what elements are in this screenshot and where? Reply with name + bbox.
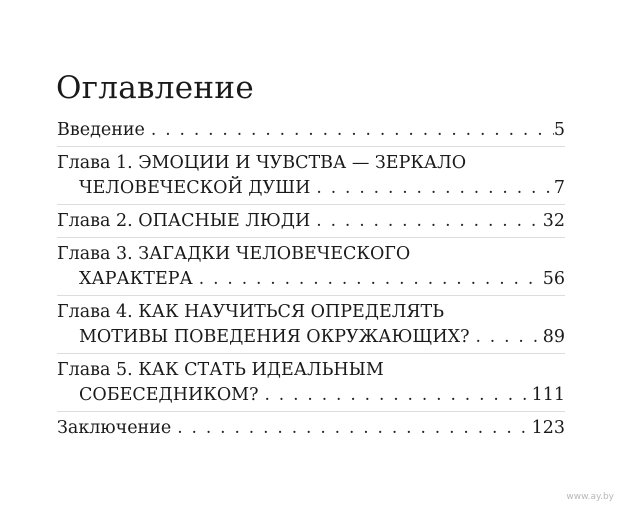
- toc-entry-chapter-2: [57, 209, 565, 234]
- dot-leader: [258, 383, 531, 408]
- dot-leader: [310, 176, 553, 201]
- toc-entry-title: Заключение: [57, 418, 172, 438]
- divider: [57, 204, 565, 205]
- page-title: Оглавление: [56, 70, 254, 106]
- toc-entry-title: Глава 2. ОПАСНЫЕ ЛЮДИ: [57, 211, 311, 231]
- divider: [57, 353, 565, 354]
- dot-leader: [310, 209, 542, 234]
- toc-entry-chapter-4: [57, 300, 565, 350]
- dot-leader: [193, 267, 543, 292]
- toc-entry-title: Глава 5. КАК СТАТЬ ИДЕАЛЬНЫМ: [57, 360, 384, 380]
- toc-entry-title: Глава 3. ЗАГАДКИ ЧЕЛОВЕЧЕСКОГО: [57, 244, 411, 264]
- divider: [57, 146, 565, 147]
- toc-page-number: 32: [542, 211, 565, 231]
- table-of-contents: [57, 118, 565, 441]
- divider: [57, 295, 565, 296]
- toc-entry-title: Глава 1. ЭМОЦИИ И ЧУВСТВА — ЗЕРКАЛО: [57, 153, 467, 173]
- toc-entry-title-continued: МОТИВЫ ПОВЕДЕНИЯ ОКРУЖАЮЩИХ?: [79, 327, 470, 347]
- toc-page-number: 56: [542, 269, 565, 289]
- dot-leader: [171, 416, 531, 441]
- dot-leader: [470, 325, 543, 350]
- toc-entry-chapter-3: [57, 242, 565, 292]
- toc-entry-title-continued: ХАРАКТЕРА: [79, 269, 193, 289]
- toc-page-number: 111: [531, 385, 565, 405]
- divider: [57, 237, 565, 238]
- divider: [57, 411, 565, 412]
- dot-leader: [145, 118, 554, 143]
- toc-entry-title: Глава 4. КАК НАУЧИТЬСЯ ОПРЕДЕЛЯТЬ: [57, 302, 445, 322]
- toc-entry-title: Введение: [57, 120, 145, 140]
- toc-entry-chapter-1: [57, 151, 565, 201]
- toc-page-number: 89: [542, 327, 565, 347]
- toc-page-number: 5: [553, 120, 565, 140]
- toc-entry-title-continued: СОБЕСЕДНИКОМ?: [79, 385, 259, 405]
- toc-entry-title-continued: ЧЕЛОВЕЧЕСКОЙ ДУШИ: [79, 178, 311, 198]
- toc-page-number: 123: [531, 418, 565, 438]
- toc-entry-chapter-5: [57, 358, 565, 408]
- toc-entry-conclusion: [57, 416, 565, 441]
- toc-page-number: 7: [553, 178, 565, 198]
- watermark: www.ay.by: [566, 492, 614, 502]
- toc-entry-introduction: [57, 118, 565, 143]
